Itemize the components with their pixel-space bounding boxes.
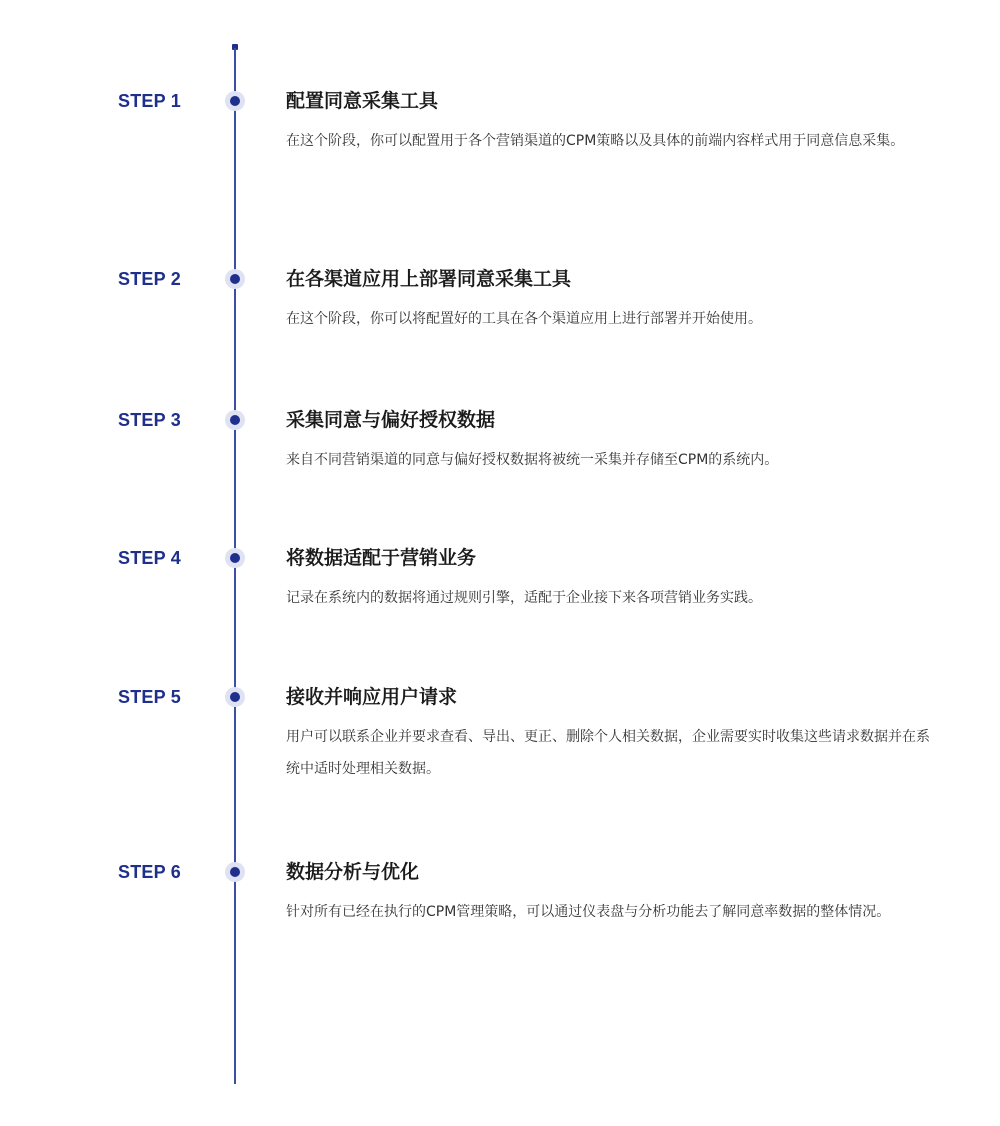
step-dot-icon [225,269,245,289]
step-title: 配置同意采集工具 [286,90,439,112]
step-label: STEP 2 [118,269,181,289]
step-dot-icon [225,548,245,568]
step-description: 来自不同营销渠道的同意与偏好授权数据将被统一采集并存储至CPM的系统内。 [286,452,779,468]
step-title: 采集同意与偏好授权数据 [286,409,496,431]
step-label: STEP 1 [118,91,181,111]
step-dot-icon [225,687,245,707]
step-description: 记录在系统内的数据将通过规则引擎，适配于企业接下来各项营销业务实践。 [286,590,762,606]
step-label: STEP 6 [118,862,181,882]
step-label: STEP 4 [118,548,181,568]
step-label: STEP 5 [118,687,181,707]
step-dot-icon [225,862,245,882]
step-title: 将数据适配于营销业务 [286,547,477,569]
step-title: 接收并响应用户请求 [286,686,458,708]
step-label: STEP 3 [118,410,181,430]
step-dot-icon [225,91,245,111]
step-description: 用户可以联系企业并要求查看、导出、更正、删除个人相关数据，企业需要实时收集这些请求数据并在系统中适时处理相关数据。 [286,729,930,777]
step-title: 数据分析与优化 [286,861,420,883]
step-title: 在各渠道应用上部署同意采集工具 [286,268,572,290]
step-description: 针对所有已经在执行的CPM管理策略，可以通过仪表盘与分析功能去了解同意率数据的整体情况。 [286,904,891,920]
step-description: 在这个阶段，你可以将配置好的工具在各个渠道应用上进行部署并开始使用。 [286,311,762,327]
step-dot-icon [225,410,245,430]
step-description: 在这个阶段，你可以配置用于各个营销渠道的CPM策略以及具体的前端内容样式用于同意信息采集。 [286,133,905,149]
